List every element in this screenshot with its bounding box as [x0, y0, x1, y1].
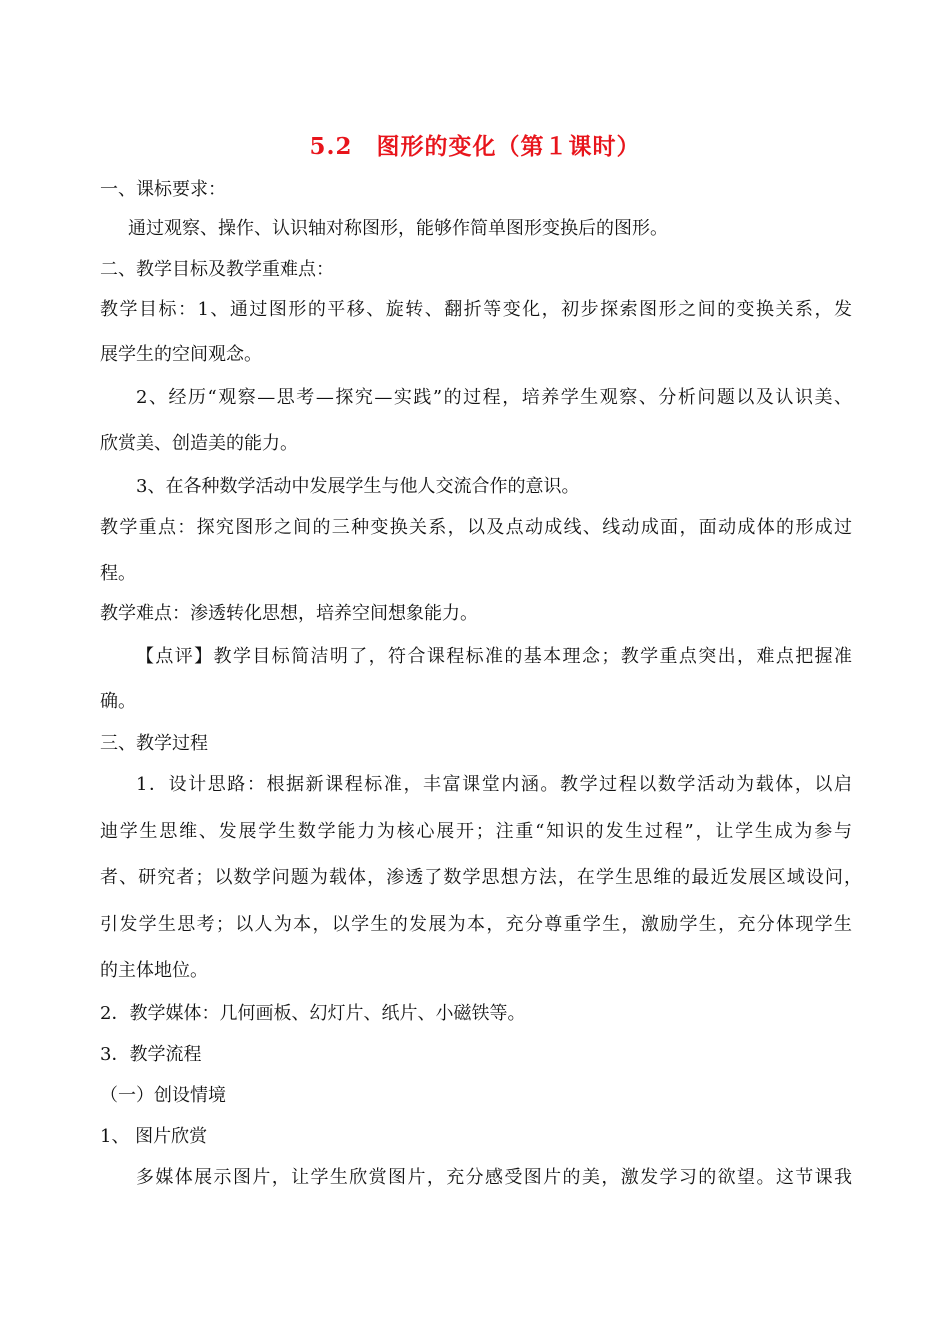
section-heading-1: 一、课标要求：	[100, 179, 226, 200]
paragraph-line: 程。	[100, 563, 136, 584]
paragraph-line: 教学目标：1、通过图形的平移、旋转、翻折等变化，初步探索图形之间的变换关系，发	[100, 299, 852, 320]
section-heading-2: 二、教学目标及教学重难点：	[100, 259, 334, 280]
comment-line: 确。	[100, 691, 136, 712]
subsection-heading: （一）创设情境	[100, 1085, 226, 1106]
subsection-heading: 1、 图片欣赏	[100, 1126, 208, 1147]
comment-line: 【点评】教学目标简洁明了，符合课程标准的基本理念；教学重点突出，难点把握准	[136, 646, 852, 667]
paragraph-line: 教学重点：探究图形之间的三种变换关系，以及点动成线、线动成面，面动成体的形成过	[100, 517, 852, 538]
paragraph-line: 2、经历“观察—思考—探究—实践”的过程，培养学生观察、分析问题以及认识美、	[136, 387, 852, 408]
paragraph-line: 1．设计思路：根据新课程标准，丰富课堂内涵。教学过程以数学活动为载体，以启	[136, 774, 852, 795]
paragraph-line: 通过观察、操作、认识轴对称图形，能够作简单图形变换后的图形。	[128, 218, 668, 239]
paragraph-line: 2．教学媒体：几何画板、幻灯片、纸片、小磁铁等。	[100, 1003, 526, 1024]
paragraph-line: 多媒体展示图片，让学生欣赏图片，充分感受图片的美，激发学习的欲望。这节课我	[136, 1167, 852, 1188]
paragraph-line: 3、在各种数学活动中发展学生与他人交流合作的意识。	[136, 476, 580, 497]
paragraph-line: 欣赏美、创造美的能力。	[100, 433, 298, 454]
paragraph-line: 者、研究者；以数学问题为载体，渗透了数学思想方法，在学生思维的最近发展区域设问，	[100, 867, 862, 888]
paragraph-line: 展学生的空间观念。	[100, 344, 262, 365]
document-title: 5.2 图形的变化（第１课时）	[309, 133, 641, 160]
section-heading-3: 三、教学过程	[100, 733, 208, 754]
paragraph-line: 引发学生思考；以人为本，以学生的发展为本，充分尊重学生，激励学生，充分体现学生	[100, 914, 852, 935]
paragraph-line: 教学难点：渗透转化思想，培养空间想象能力。	[100, 603, 478, 624]
paragraph-line: 迪学生思维、发展学生数学能力为核心展开；注重“知识的发生过程”，让学生成为参与	[100, 821, 852, 842]
paragraph-line: 的主体地位。	[100, 960, 208, 981]
paragraph-line: 3．教学流程	[100, 1044, 202, 1065]
